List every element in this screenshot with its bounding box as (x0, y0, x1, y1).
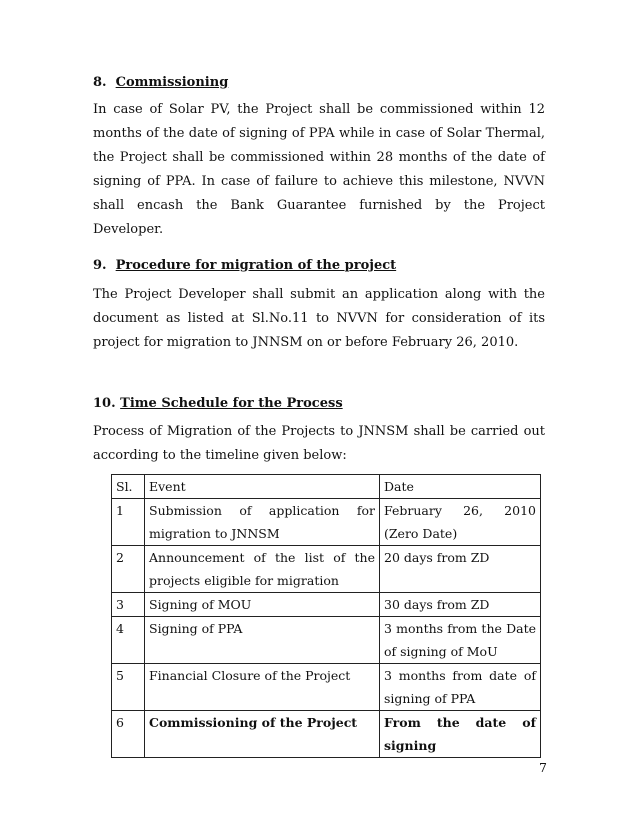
section-8-title: Commissioning (115, 75, 229, 90)
section-9-number: 9. (93, 258, 107, 273)
row-date: 3 months from the Date of signing of MoU (380, 617, 541, 664)
section-10-number: 10. (93, 396, 116, 411)
section-9-heading (93, 258, 396, 273)
section-10-paragraph: Process of Migration of the Projects to JNNSM shall be carried out according to the timeline given below: (93, 424, 545, 463)
header-date: Date (380, 475, 541, 499)
header-sl: Sl. (112, 475, 145, 499)
row-event: Announcement of the list of the projects eligible for migration (145, 546, 380, 593)
table-row (112, 593, 541, 617)
row-date: February 26, 2010 (Zero Date) (380, 499, 541, 546)
section-10-title: Time Schedule for the Process (120, 396, 343, 411)
row-date: 30 days from ZD (380, 593, 541, 617)
row-sl: 6 (112, 711, 145, 758)
section-9-title: Procedure for migration of the project (115, 258, 397, 273)
row-event: Signing of PPA (145, 617, 380, 664)
row-date: From the date of signing (380, 711, 541, 758)
row-event: Signing of MOU (145, 593, 380, 617)
section-10-heading (93, 396, 343, 411)
row-event: Financial Closure of the Project (145, 664, 380, 711)
table-row (112, 546, 541, 593)
table-header-row (112, 475, 541, 499)
section-8-heading (93, 75, 228, 90)
row-sl: 2 (112, 546, 145, 593)
table-row (112, 711, 541, 758)
row-date: 3 months from date of signing of PPA (380, 664, 541, 711)
table-row (112, 664, 541, 711)
row-sl: 5 (112, 664, 145, 711)
row-event: Submission of application for migration to JNNSM (145, 499, 380, 546)
header-event: Event (145, 475, 380, 499)
section-8-number: 8. (93, 75, 107, 90)
page-number: 7 (539, 760, 547, 775)
row-sl: 3 (112, 593, 145, 617)
section-8-paragraph: In case of Solar PV, the Project shall be commissioned within 12 months of the date of signing of PPA while in case of Solar Thermal, the Project shall be commissioned within 28 months of the date of signing of PPA. In case of failure to achieve this milestone, NVVN shall encash the Bank Guarantee furnished by the Project Developer. (93, 102, 545, 237)
row-sl: 4 (112, 617, 145, 664)
row-date: 20 days from ZD (380, 546, 541, 593)
row-event: Commissioning of the Project (145, 711, 380, 758)
table-row (112, 499, 541, 546)
table-row (112, 617, 541, 664)
section-9-paragraph: The Project Developer shall submit an application along with the document as listed at Sl.No.11 to NVVN for consideration of its project for migration to JNNSM on or before February 26, 2010. (93, 287, 545, 350)
row-sl: 1 (112, 499, 145, 546)
schedule-table (111, 474, 541, 758)
